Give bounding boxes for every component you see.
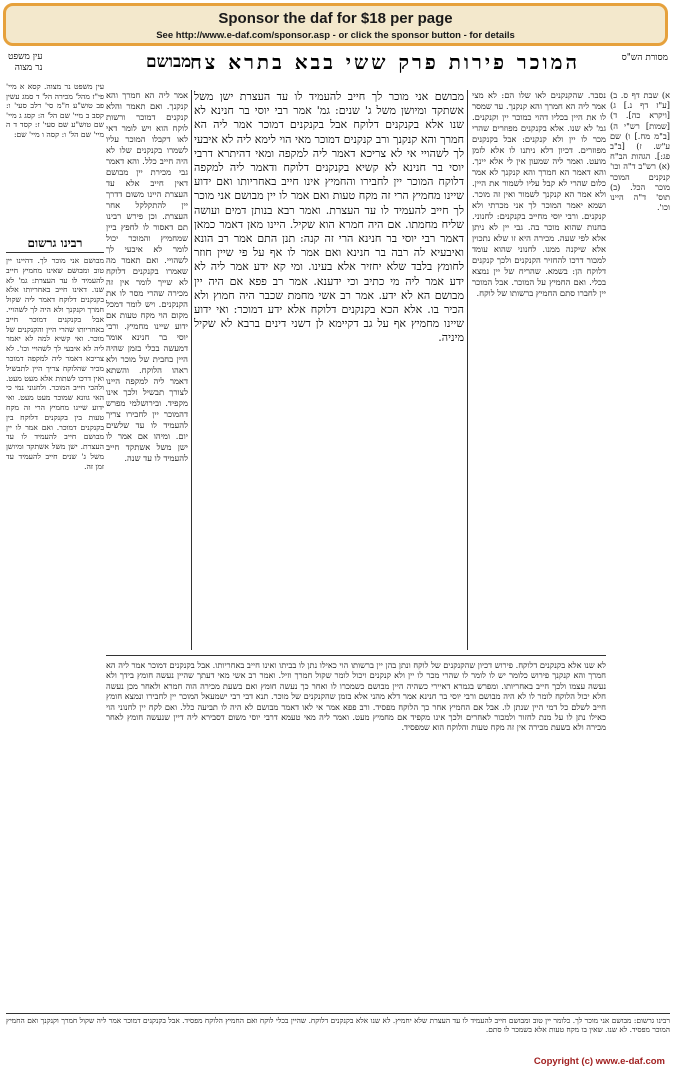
ein-mishpat-heading: עין משפט נר מצוה (8, 52, 43, 73)
sponsor-banner-subtitle[interactable]: See http://www.e-daf.com/sponsor.asp - or click the sponsor button - for details (156, 30, 515, 41)
masoret-heading: מסורת הש"ס (621, 53, 668, 63)
rashi-column: נסבר. שהקנקנים לאו שלו הם: לא מצי אמר ליה הא חמרך והא קנקנך. עד שמסר לו את היין בכליו דהוי כמוכר יין וקנקנים. גמ' לא שנו. אלא בקנקנים מפוזרים שהרי מכר לו יין ולא קנקנים: אבל בקנקנים מפוזרים. דכיון דלא ניתנו לו אלא לזמן מועט. ואמר ליה שמעון אין לי אלא יינך. והא דאמר הא חמרך והא קנקנך לא אמר כלום שהרי לא קבל עליו לשמור את היין. ולא אמר הא קנקנך לשמור ואין זה מוכר. ושמא יאמר המוכר לך אני מכרתי ולא קנקנים. ורבי יוסי מחייב בקנקנים: לחנוני. בחנות שהוא מוכר בה. גבי יין לא ניתן אלא לפי שעה. מכירה היא זו שלא נתכוין אלא שיקנה ממנו. לחנוני שהוא עומד למכור דרכו להחזיר הקנקנים ולכך קנקנים דלוקח הן: בשמא. שהריח של יין נמצא בכלי. ואם החמיץ על המוכר. אבל המוכר יין לחברו סתם החמיץ ברשותו של לוקח. (472, 90, 606, 298)
rabbeinu-gershom-title: רבינו גרשום (27, 236, 83, 250)
column-divider (191, 90, 192, 650)
footer-divider (6, 1013, 670, 1014)
sidebar-divider (6, 252, 104, 253)
copyright-link[interactable]: Copyright (c) www.e-daf.com (533, 1056, 665, 1067)
sponsor-banner[interactable] (3, 3, 668, 46)
footer-notes: רבינו גרשום: מבושם אני מוכר לך. כלומר יין טוב ומבושם חייב להעמיד לו עד העצרת שלא יחמיץ. לא שנו אלא בקנקנים דלוקח. שהיין בכלי לוקח ואם החמיץ הלוקח מפסיד. אבל בקנקנים דמוכר אמר ליה שקול חמרך וקנקנך ואם החמיץ המוכר מפסיד. לא שנו. שאין בו מקח טעות אלא בשמכר לו סתם. (6, 1016, 670, 1034)
section-divider (106, 655, 606, 656)
sponsor-banner-title[interactable]: Sponsor the daf for $18 per page (218, 10, 453, 27)
masoret-hashas-column: א) שבת דף ס. ב) [ע"ז דף נ.] ג) [ויקרא כה]. ד) [שמות] רש"י ה) [ב"מ מח.] ו) שם ע"ש. ז) [ב"ב פג:]. הגהות הב"ח (א) רש"ב ד"ה וכו' קנקנים המוכר מוכר הכל. (ב) תוס' ד"ה היינו וכו'. (610, 90, 670, 213)
tosafot-column: אמר ליה הא חמרך והא קנקנך. ואם תאמר והלא קנקנים דמוכר ורשות לוקח הוא ויש לומר דאי לאו דקבלו המוכר עליו לשמרו בקנקנים שלו לא היה חייב כלל. והא דאמר גבי מכירת יין מבושם דאין חייב אלא עד העצרת היינו משום דדרך יין להתקלקל אחר העצרת. וכן פירש רבינו תם דאסור לו לחפץ ביין שמחמיץ והמוכר יכול לומר לא איבעי לך לשהויי. ואם תאמר מה שאמרו בקנקנים דלוקח לא שייך לומר אין זה מכירה שהרי מסר לו את הקנקנים. ויש לומר דמכל מקום הוי מקח טעות אם ידוע שיינו מחמיץ. ורבי יוסי בר חנינא אומר דמעשה בכלי בזמן שהיה היין בחבית של מוכר ולא ראהו הלוקח. והשתא דאמר ליה למקפה היינו לצורך תבשיל ולכך אינו מקפיד. ובירושלמי מפרש דהמוכר יין לחבירו צריך להעמיד לו עד שלשים יום. ומיהו אם אמר לו ישן משל אשתקד חייב להעמיד לו עד שנה. (106, 90, 188, 463)
bottom-commentary: לא שנו אלא בקנקנים דלוקח. פירוש דכיון שהקנקנים של לוקח ונתן בהן יין ברשותו הוי כאילו נתן לו בביתו ואינו חייב באחריותו. אבל בקנקנים דמוכר אמר ליה הא חמרך והא קנקנך פירוש כלומר יש לו לומר לו שהרי מכר לו יין ולא קנקנים ויכול לומר שקול חמרך וזיל. ואמר רב אשי מאי דעתך שהיין נעשה חומץ בידך ולא נעשה עצמו ולכך חייב באחריותו. ומפרש בגמרא דאיירי כשהיה היין מבושם כשמכרו לו ואחר כך נעשה חומץ ואם בשעת מכירה הוה חמרא ולאחר מכן נעשה חלא יכול הלוקח לומר לו לא היה מבושם ורבי יוסי בר חנינא אמר דלא מהני אלא בזמן שהקנקנים של מוכר. תנא דבי רבי ישמעאל המוכר יין לחבירו ונמצא חומץ חייב לשלם כל דמי היין שנתן לו. אבל אם החמיץ אחר כך הלוקח מפסיד. ורב פפא אמר אי לאו דאמר מבושם לא היה לו תביעה כלל. ואם לקח יין לחנוני הוי כאילו נתן לו על מנת לחזור ולמכור לאחרים ולכך אינו מקפיד אם מחמיץ מעט. ואמר ליה מאי טעמא דרבי יוסי משום דסבירא ליה דיין שנעשה חומץ לאחר מכירה ולא בשעת מכירה אין זה מקח טעות והלוקח הוא שמפסיד. (106, 660, 606, 733)
gemara-main-text: מבושם אני מוכר לך חייב להעמיד לו עד העצרת ישן משל אשתקד ומיושן משל ג' שנים: גמ' אמר רבי יוסי בר חנינא לא שנו אלא בקנקנים דלוקח אבל בקנקנים דמוכר אמר ליה הא חמרך והא קנקנך ורב קנקנים דמוכר מאי הוי לימא ליה לא איבעי לך לשהויי אי לא צריכא דאמר ליה למקפה ומאי דהיתרא דרבי יוסי בר חנינא לא קשיא בקנקנים דלוקח ודאמר ליה למקפה דלוקח המוכר יין לחבירו והחמיץ אינו חייב באחריותו ואם ידוע שיינו מחמיץ הרי זה מקח טעות ואם אמר לו יין מבושם אני מוכר לך חייב להעמיד לו עד העצרת. ואמר רבא בנותן דמים ועושה שליח מחמתו. אם היה חמרא הוא שקיל. היינו מאן דאמר כמאן דאמר רבי יוסי בר חנינא הרי זה קנה: תנן התם אמר רב הונא ואיבעיא לה רבה בר חנינא ואם אמר לו אף על פי שיין חוזר לחומץ בלבד שלא יחזיר אלא בעינו. ומי קא ידע אמר ליה לא ידע אמר ליה מי כתיב וכי ידענא. אמר רב פפא אם היה יין מבושם הא לא ידע. אמר רב אשי מחמת שכבר היה חמוץ ולא הכיר בו. אלא הכא בקנקנים דלוקח אלא ידע דמוכר: ואי ידוע שיינו מחמיץ אף על גב דקיימא לן דשני דינים ברבא לא שקיל מיניה. (194, 90, 464, 345)
page-title: המוכר פירות פרק ששי בבא בתרא צח (189, 50, 580, 74)
opening-word: מבושם (146, 52, 192, 72)
ein-mishpat-column: עין משפט נר מצוה. קסא א מיי' פי"ז מהל' מכירה הל' ד סמג עשין פב טוש"ע ח"מ סי' רלב סעי' ו: קסב ב מיי' שם הל' ה: קסג ג מיי' שם טוש"ע שם סעי' ז: קסד ד ה מיי' שם הל' ו: קסה ו מיי' שם: (6, 82, 104, 139)
rabbeinu-gershom-column: מבושם אני מוכר לך. דהיינו יין טוב ומבושם שאינו מחמיץ חייב להעמיד לו עד העצרת: גמ' לא שנו. דאינו חייב באחריותו אלא בקנקנים דלוקח דאמר ליה שקול חמרך וקנקנך ולא היה לך לשהויי. אבל בקנקנים דמוכר חייב באחריותו שהרי היין והקנקנים של מוכר. ואי קשיא למה לא יאמר ליה לא איבעי לך לשהויי וכו'. לא צריכא דאמר ליה למקפה דמוכר מכיר שהלוקח צריך היין לתבשיל ואין דרכו לשתות אלא מעט מעט. ולהכי חייב המוכר. ולחנוני נמי כי האי גוונא שמוכר מעט מעט. ואי ידוע שיינו מחמיץ הרי זה מקח טעות בין בקנקנים דלוקח בין בקנקנים דמוכר. ואם אמר לו יין מבושם חייב להעמיד לו עד העצרת. ישן משל אשתקד ומיושן משל ג' שנים חייב להעמיד עד זמן זה. (6, 256, 104, 471)
talmud-page (6, 50, 670, 1050)
page-header (6, 50, 670, 90)
column-divider (467, 90, 468, 650)
